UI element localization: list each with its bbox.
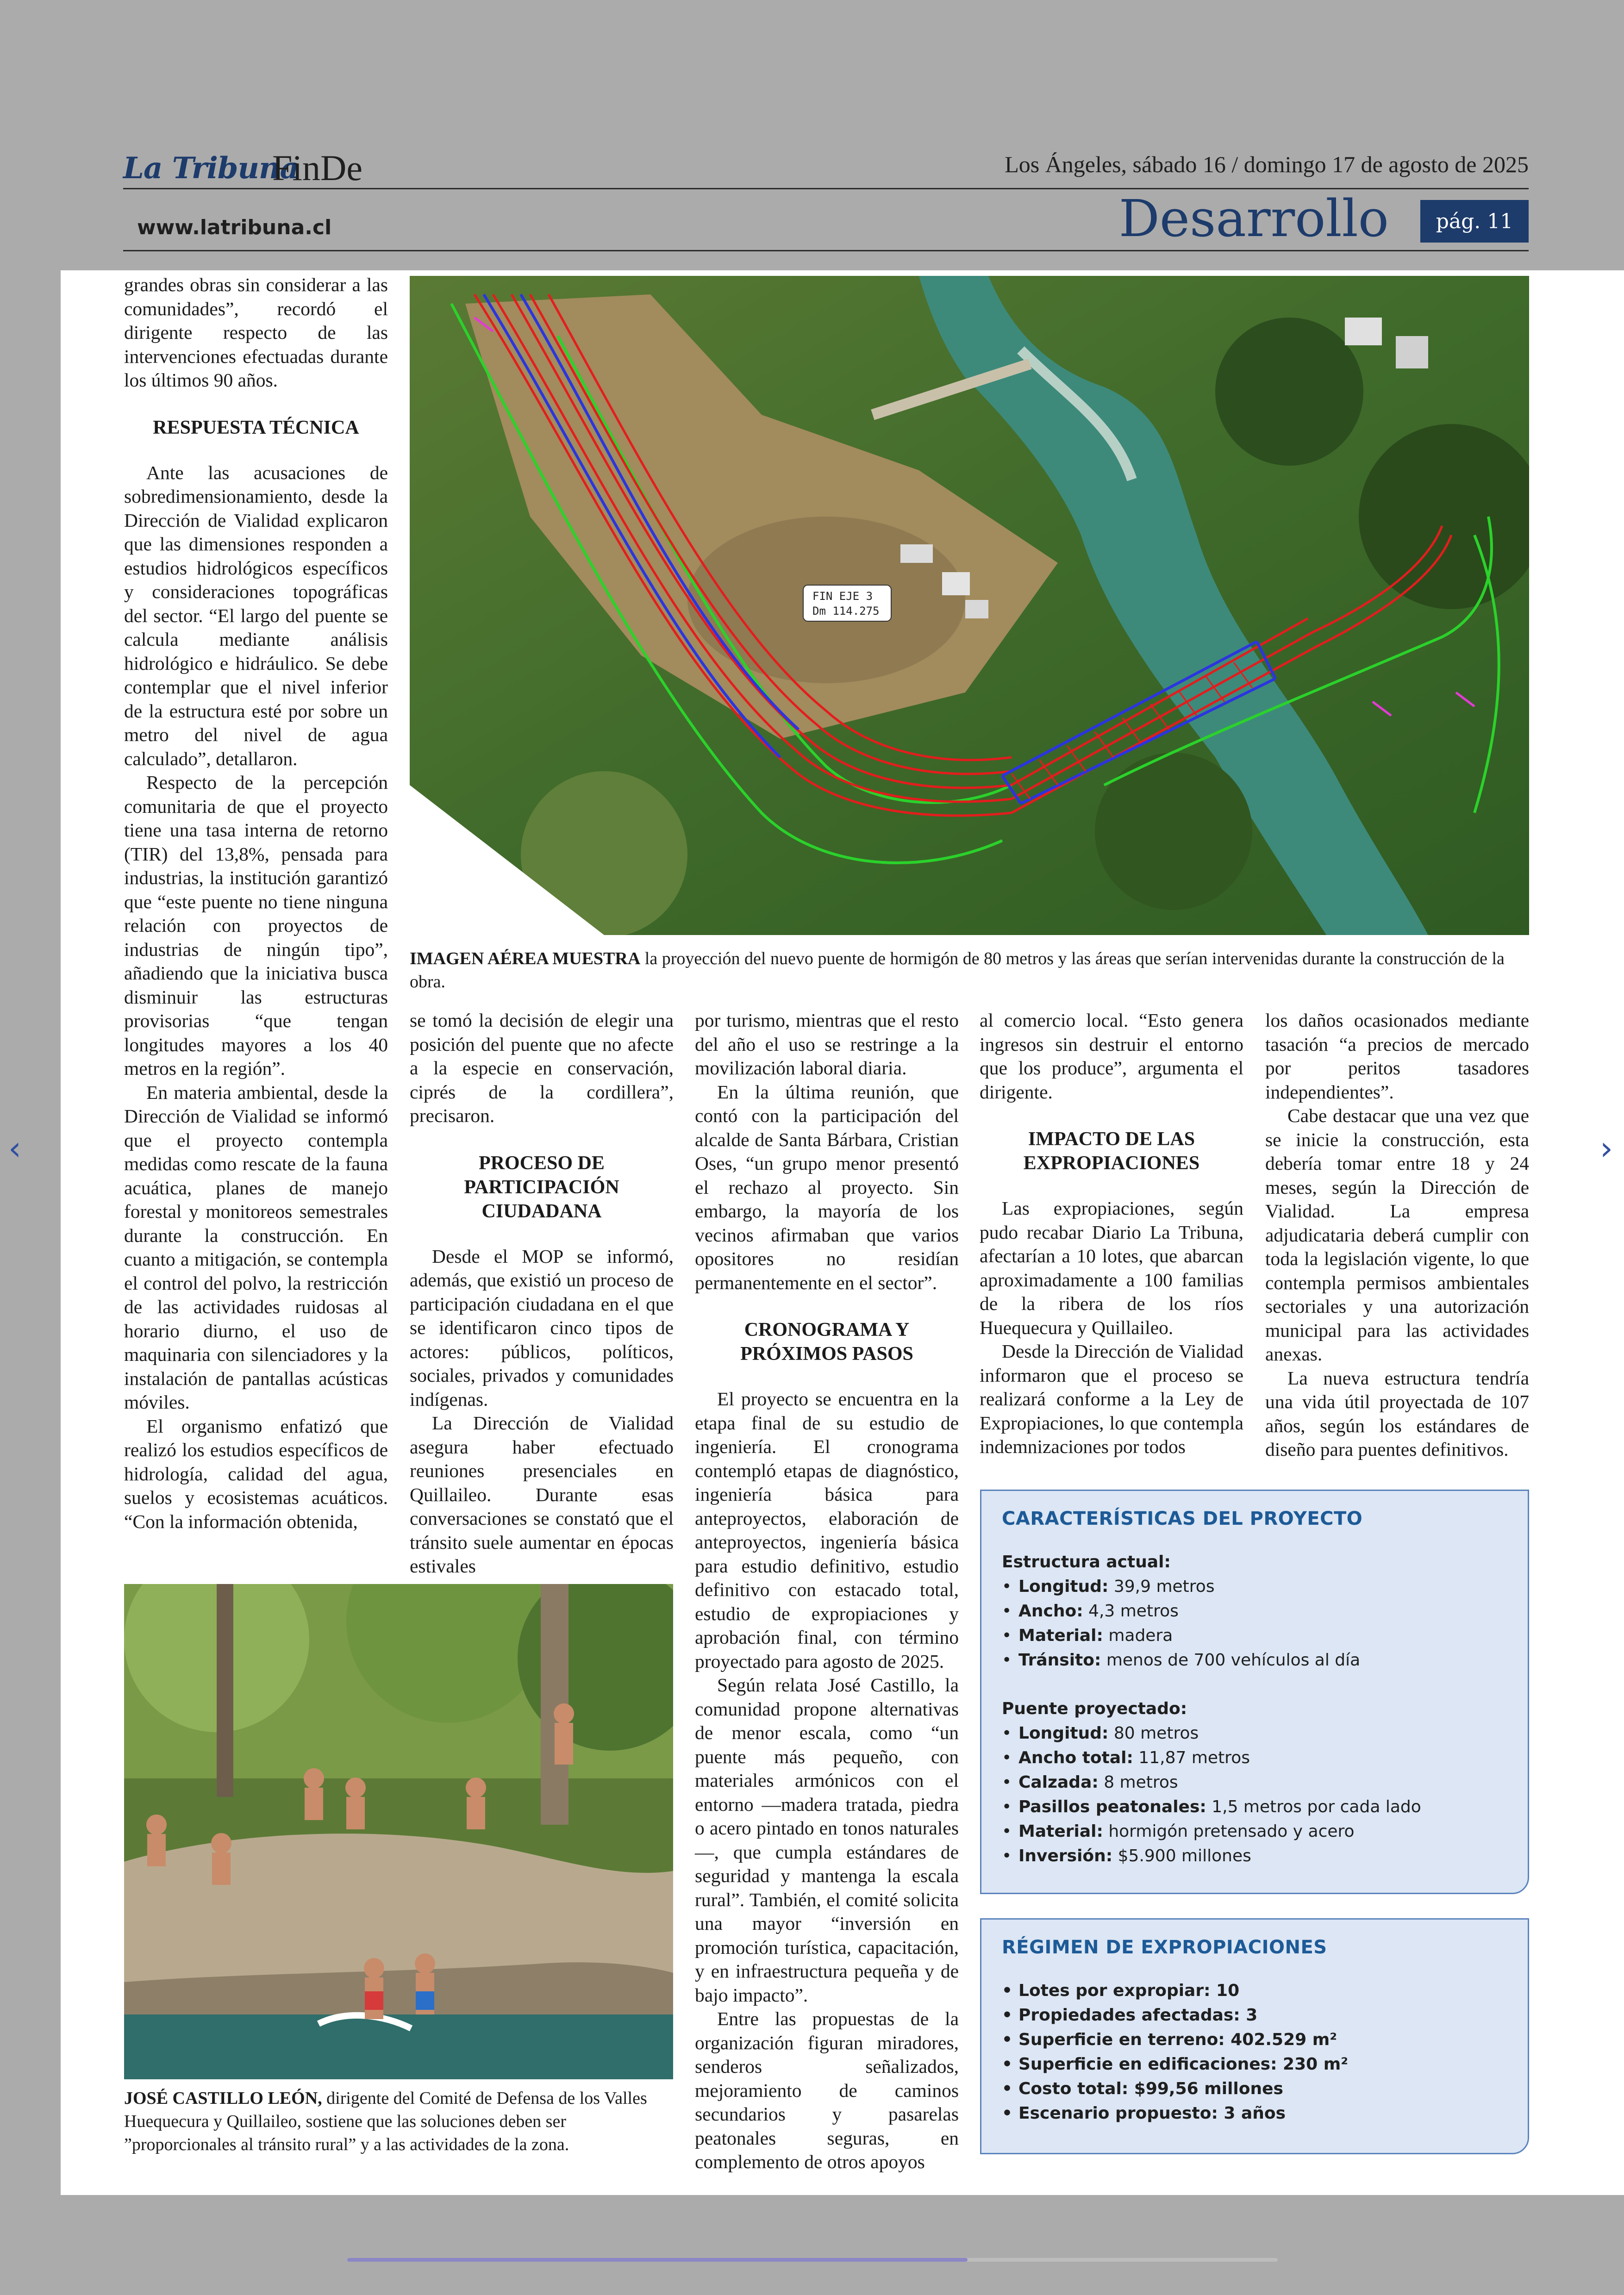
box-title: CARACTERÍSTICAS DEL PROYECTO xyxy=(1002,1508,1363,1529)
expropriation-item: • Superficie en edificaciones: 230 m² xyxy=(1002,2052,1507,2077)
previous-page-button[interactable]: ‹ xyxy=(8,1129,21,1167)
group-title: Puente proyectado: xyxy=(1002,1699,1187,1718)
feature-key: Calzada: xyxy=(1018,1773,1099,1792)
paragraph: grandes obras sin considerar a las comunidades”, recordó el dirigente respecto de las intervenciones efectuadas durante los últimos 90 años. xyxy=(124,274,388,391)
feature-item xyxy=(1002,1623,1507,1648)
feature-value: 1,5 metros por cada lado xyxy=(1206,1797,1421,1816)
subheading: PROCESO DE PARTICIPACIÓN CIUDADANA xyxy=(464,1152,619,1222)
feature-item xyxy=(1002,1770,1507,1795)
paragraph: En materia ambiental, desde la Dirección de Vialidad se informó que el proyecto contempla medidas como rescate de la fauna acuática, planes de manejo forestal y monitoreos semestrales durante la construcción. En cuanto a mitigación, se contempla el control del polvo, la restricción de las actividades ruidosas al horario diurno, el uso de maquinaria con silenciadores y la instalación de pantallas acústicas móviles. xyxy=(124,1081,388,1413)
feature-key: Material: xyxy=(1018,1822,1103,1841)
column-1 xyxy=(124,273,388,1534)
paragraph: En la última reunión, que contó con la participación del alcalde de Santa Bárbara, Cristian Oses, “un grupo menor presentó el rechazo al proyecto. Sin embargo, la mayoría de los vecinos afirmaban que varios opositores no residían permanentemente en el sector”. xyxy=(695,1081,959,1293)
expropriation-item: • Lotes por expropiar: 10 xyxy=(1002,1978,1507,2003)
feature-key: Ancho: xyxy=(1018,1602,1083,1621)
group-title: Estructura actual: xyxy=(1002,1553,1171,1572)
paragraph: al comercio local. “Esto genera ingresos sin destruir el entorno que los produce”, argumenta el dirigente. xyxy=(980,1010,1243,1103)
expropriation-item: • Escenario propuesto: 3 años xyxy=(1002,2101,1507,2126)
next-page-button[interactable]: › xyxy=(1600,1129,1613,1167)
scrollbar-thumb[interactable] xyxy=(347,2258,968,2262)
expropriation-list xyxy=(1002,1978,1507,2126)
box-title: RÉGIMEN DE EXPROPIACIONES xyxy=(1002,1937,1327,1958)
page-header xyxy=(0,0,1624,270)
paragraph: Las expropiaciones, según pudo recabar Diario La Tribuna, afectarían a 10 lotes, que abarcan aproximadamente a 100 familias de la ribera de los ríos Huequecura y Quillaileo. xyxy=(980,1197,1243,1338)
caption-lead: IMAGEN AÉREA MUESTRA xyxy=(410,949,641,968)
caption-text: la proyección del nuevo puente de hormigón de 80 metros y las áreas que serían intervenidas durante la construcción de la obra. xyxy=(410,949,1505,992)
column-2 xyxy=(410,1009,674,1578)
map-label-line2: Dm 114.275 xyxy=(812,605,880,617)
site-url[interactable]: www.latribuna.cl xyxy=(137,216,332,239)
expropriation-item: • Superficie en terreno: 402.529 m² xyxy=(1002,2027,1507,2052)
paragraph: por turismo, mientras que el resto del año el uso se restringe a la movilización laboral diaria. xyxy=(695,1010,959,1079)
feature-key: Tránsito: xyxy=(1018,1651,1101,1670)
paragraph: Desde el MOP se informó, además, que existió un proceso de participación ciudadana en el que se identificaron cinco tipos de actores: públicos, políticos, sociales, privados y comunidades indígenas. xyxy=(410,1245,674,1410)
header-rule-bottom xyxy=(123,250,1529,251)
paragraph: La nueva estructura tendría una vida útil proyectada de 107 años, según los estándares de diseño para puentes definitivos. xyxy=(1265,1367,1529,1460)
paragraph: Cabe destacar que una vez que se inicie la construcción, esta debería tomar entre 18 y 24 meses, según la Dirección de Vialidad. La empresa adjudicataria deberá cumplir con toda la legislación vigente, lo que contempla permisos ambientales sectoriales y una autorización municipal para las actividades anexas. xyxy=(1265,1105,1529,1365)
aerial-photo xyxy=(410,276,1529,935)
brand-logo: La Tribuna xyxy=(123,151,299,186)
river-photo xyxy=(124,1584,673,2079)
feature-value: 39,9 metros xyxy=(1108,1577,1215,1596)
paragraph: El organismo enfatizó que realizó los estudios específicos de hidrología, calidad del agua, suelos y ecosistemas acuáticos. “Con la información obtenida, xyxy=(124,1415,388,1532)
column-5 xyxy=(1265,1009,1529,1462)
paragraph: Según relata José Castillo, la comunidad propone alternativas de menor escala, como “un puente más pequeño, con materiales armónicos con el entorno —madera tratada, piedra o acero pintado en tonos naturales—, que cumpla estándares de seguridad y mantenga la escala rural”. También, el comité solicita una mayor “inversión en promoción turística, capacitación, y en infraestructura pequeña y de bajo impacto”. xyxy=(695,1674,959,2006)
article-page xyxy=(61,270,1624,2195)
feature-value: hormigón pretensado y acero xyxy=(1103,1822,1355,1841)
section-title: Desarrollo xyxy=(1118,189,1389,248)
column-4 xyxy=(980,1009,1243,1459)
feature-item xyxy=(1002,1599,1507,1623)
feature-key: Ancho total: xyxy=(1018,1748,1133,1767)
feature-key: Longitud: xyxy=(1018,1577,1109,1596)
feature-item xyxy=(1002,1721,1507,1746)
feature-value: madera xyxy=(1103,1626,1173,1645)
feature-key: Material: xyxy=(1018,1626,1103,1645)
paragraph: El proyecto se encuentra en la etapa final de su estudio de ingeniería. El cronograma contempló etapas de diagnóstico, ingeniería básica para anteproyectos, elaboración de anteproyectos, ingeniería básica para estudio definitivo, estudio definitivo con estacado total, estudio de expropiaciones y aprobación final, con término proyectado para agosto de 2025. xyxy=(695,1388,959,1672)
river-photo-graphic xyxy=(124,1584,673,2079)
expropriation-box xyxy=(980,1918,1529,2154)
feature-value: 80 metros xyxy=(1108,1724,1199,1743)
page-number-badge: pág. 11 xyxy=(1420,200,1529,243)
feature-value: 8 metros xyxy=(1098,1773,1178,1792)
aerial-photo-caption xyxy=(410,947,1529,993)
feature-value: $5.900 millones xyxy=(1112,1846,1251,1865)
paragraph: La Dirección de Vialidad asegura haber efectuado reuniones presenciales en Quillaileo. Durante esas conversaciones se constató que el tránsito suele aumentar en épocas estivales xyxy=(410,1412,674,1577)
edition-date: Los Ángeles, sábado 16 / domingo 17 de agosto de 2025 xyxy=(1005,151,1529,177)
project-features-box xyxy=(980,1490,1529,1894)
caption-lead: JOSÉ CASTILLO LEÓN, xyxy=(124,2089,322,2108)
paragraph: Ante las acusaciones de sobredimensionamiento, desde la Dirección de Vialidad explicaron que las dimensiones responden a estudios hidrológicos específicos y consideraciones topográficas del sector. “El largo del puente se calcula mediante análisis hidrológico e hidráulico. Se debe contemplar que el nivel inferior de la estructura esté por sobre un metro del nivel de agua calculado”, detallaron. xyxy=(124,461,388,769)
feature-list-current xyxy=(1002,1574,1507,1672)
caption-text: dirigente del Comité de Defensa de los Valles Huequecura y Quillaileo, sostiene que las soluciones deben ser ”proporcionales al tránsito rural” y a las actividades de la zona. xyxy=(124,2089,647,2154)
feature-value: 4,3 metros xyxy=(1083,1602,1179,1621)
edition-name: FinDe xyxy=(272,148,362,188)
feature-item xyxy=(1002,1844,1507,1868)
paragraph: Entre las propuestas de la organización figuran miradores, senderos señalizados, mejoramiento de caminos secundarios y pasarelas peatonales seguras, en complemento de otros apoyos xyxy=(695,2008,959,2172)
feature-item xyxy=(1002,1574,1507,1599)
map-label-line1: FIN EJE 3 xyxy=(812,590,873,603)
paragraph: Respecto de la percepción comunitaria de que el proyecto tiene una tasa interna de retorno (TIR) del 13,8%, pensada para industrias, la institución garantizó que “este puente no tiene ninguna relación con proyectos de industrias de ningún tipo”, añadiendo que la iniciativa busca disminuir las estructuras provisorias “que tengan longitudes mayores a los 40 metros en la región”. xyxy=(124,772,388,1079)
page-scrollbar[interactable] xyxy=(347,2258,1278,2262)
paragraph: los daños ocasionados mediante tasación “a precios de mercado por peritos tasadores independientes”. xyxy=(1265,1010,1529,1103)
expropriation-item: • Propiedades afectadas: 3 xyxy=(1002,2003,1507,2027)
feature-item xyxy=(1002,1795,1507,1819)
subheading: CRONOGRAMA Y PRÓXIMOS PASOS xyxy=(740,1319,913,1365)
feature-item xyxy=(1002,1746,1507,1770)
feature-key: Inversión: xyxy=(1018,1846,1113,1865)
map-label xyxy=(803,585,891,621)
feature-item xyxy=(1002,1648,1507,1672)
paragraph: Desde la Dirección de Vialidad informaron que el proceso se realizará conforme a la Ley de Expropiaciones, lo que contempla indemnizaciones por todos xyxy=(980,1341,1243,1457)
subheading: RESPUESTA TÉCNICA xyxy=(153,417,359,438)
aerial-photo-graphic xyxy=(410,276,1529,935)
feature-key: Pasillos peatonales: xyxy=(1018,1797,1206,1816)
feature-value: 11,87 metros xyxy=(1133,1748,1250,1767)
feature-list-projected xyxy=(1002,1721,1507,1868)
column-3 xyxy=(695,1009,959,2174)
paragraph: se tomó la decisión de elegir una posición del puente que no afecte a la especie en conservación, ciprés de la cordillera”, precisaron. xyxy=(410,1010,674,1126)
river-photo-caption xyxy=(124,2087,673,2156)
subheading: IMPACTO DE LAS EXPROPIACIONES xyxy=(1023,1129,1200,1174)
expropriation-item: • Costo total: $99,56 millones xyxy=(1002,2077,1507,2101)
feature-item xyxy=(1002,1819,1507,1844)
feature-key: Longitud: xyxy=(1018,1724,1109,1743)
feature-value: menos de 700 vehículos al día xyxy=(1101,1651,1361,1670)
